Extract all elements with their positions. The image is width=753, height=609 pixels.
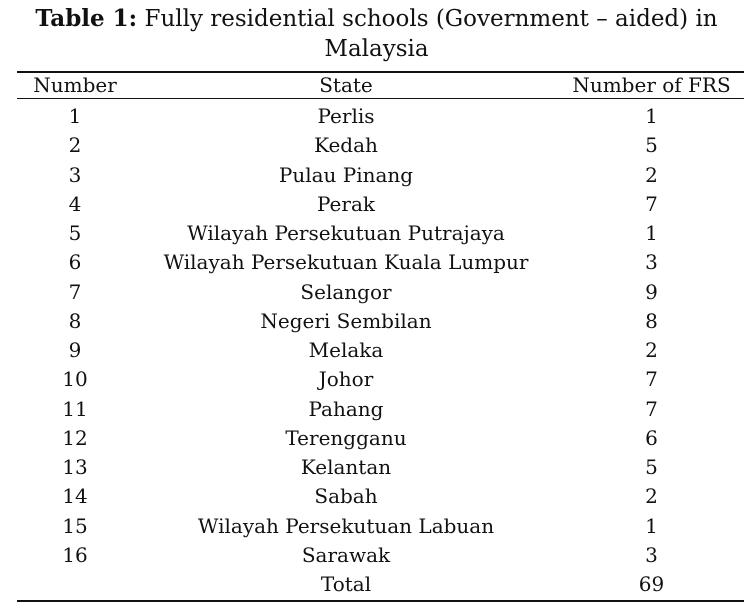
total-row	[0, 570, 753, 599]
cell-state: Selangor	[300, 279, 392, 304]
table-row	[0, 424, 753, 453]
cell-state: Sarawak	[301, 542, 391, 567]
cell-state: Perak	[317, 191, 375, 216]
table-row	[0, 395, 753, 424]
caption-line-2: Malaysia	[324, 36, 429, 62]
header-number-of-frs: Number of FRS	[572, 73, 731, 97]
cell-state: Kedah	[314, 133, 378, 158]
cell-state: Perlis	[317, 104, 375, 128]
caption-line-1	[0, 4, 753, 34]
table-row	[0, 102, 753, 131]
cell-number-of-frs: 5	[645, 455, 658, 479]
cell-number-of-frs: 8	[645, 308, 658, 333]
cell-number-of-frs: 6	[645, 425, 658, 450]
table-body	[0, 102, 753, 570]
cell-number-of-frs: 2	[645, 162, 658, 187]
cell-number-of-frs: 7	[645, 191, 658, 216]
cell-number: 12	[62, 425, 88, 450]
table-row	[0, 365, 753, 394]
table-row	[0, 541, 753, 570]
caption-text: Fully residential schools (Government – aided) in	[137, 6, 718, 32]
table-row	[0, 161, 753, 190]
cell-number-of-frs: 1	[645, 104, 658, 128]
table-row	[0, 131, 753, 160]
cell-number-of-frs: 5	[645, 133, 658, 158]
cell-number-of-frs: 9	[645, 279, 658, 304]
table-caption	[0, 4, 753, 64]
cell-number: 2	[68, 133, 82, 158]
table-row	[0, 482, 753, 511]
cell-number: 3	[68, 162, 82, 187]
cell-number: 13	[62, 455, 88, 479]
table-row	[0, 336, 753, 365]
cell-number: 16	[62, 542, 88, 567]
cell-number-of-frs: 2	[645, 484, 658, 509]
cell-number: 11	[62, 396, 88, 421]
cell-state: Terengganu	[285, 425, 407, 450]
cell-number: 10	[62, 367, 88, 392]
cell-number: 8	[68, 308, 82, 333]
table-row	[0, 512, 753, 541]
cell-state: Wilayah Persekutuan Putrajaya	[187, 221, 505, 245]
cell-number: 15	[62, 513, 88, 538]
cell-number: 14	[62, 484, 88, 509]
cell-number-of-frs: 7	[645, 367, 658, 392]
cell-number-of-frs: 1	[645, 513, 658, 538]
cell-state: Johor	[318, 367, 374, 392]
cell-number: 6	[68, 250, 82, 275]
cell-state: Melaka	[308, 338, 384, 362]
table-row	[0, 453, 753, 482]
cell-number-of-frs: 1	[645, 221, 658, 245]
cell-number: 5	[68, 221, 82, 245]
table-row	[0, 278, 753, 307]
cell-number-of-frs: 3	[645, 542, 658, 567]
caption-label: Table 1:	[35, 5, 138, 32]
table-row	[0, 219, 753, 248]
table-bottom-rule	[17, 600, 744, 602]
cell-state: Pahang	[308, 396, 384, 421]
cell-state: Kelantan	[300, 455, 392, 479]
cell-number-of-frs: 3	[645, 250, 658, 275]
cell-state: Negeri Sembilan	[260, 308, 432, 333]
table-header-rule	[17, 98, 744, 99]
header-state: State	[319, 73, 373, 97]
cell-number: 4	[68, 191, 82, 216]
cell-state: Wilayah Persekutuan Kuala Lumpur	[163, 250, 529, 275]
table-row	[0, 307, 753, 336]
table-row	[0, 248, 753, 277]
total-value: 69	[638, 572, 665, 596]
header-number: Number	[33, 73, 117, 97]
cell-number-of-frs: 2	[645, 338, 658, 362]
cell-number-of-frs: 7	[645, 396, 658, 421]
cell-number: 9	[68, 338, 82, 362]
table-row	[0, 190, 753, 219]
cell-state: Sabah	[314, 484, 378, 509]
total-label: Total	[320, 572, 372, 596]
cell-number: 7	[68, 279, 82, 304]
cell-state: Wilayah Persekutuan Labuan	[197, 513, 495, 538]
cell-number: 1	[68, 104, 82, 128]
cell-state: Pulau Pinang	[278, 162, 414, 187]
